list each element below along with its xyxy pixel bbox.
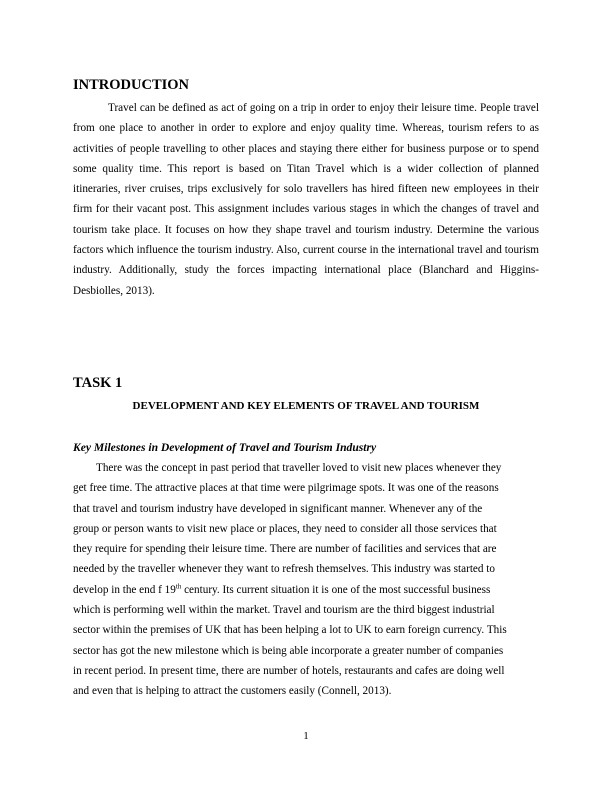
section-title: Key Milestones in Development of Travel and Tourism Industry (73, 441, 377, 454)
paragraph-line: that travel and tourism industry have developed in significant manner. Whenever any of the (73, 502, 483, 515)
paragraph-line: sector has got the new milestone which is being able incorporate a greater number of companies (73, 644, 504, 657)
century-text-after: century. Its current situation it is one of the most successful business (181, 583, 491, 596)
paragraph-line: group or person wants to visit new place or places, they need to consider all those services that (73, 522, 497, 535)
paragraph-line: needed by the traveller whenever they want to refresh themselves. This industry was started to (73, 563, 495, 576)
milestones-paragraph (73, 458, 539, 702)
paragraph-line: There was the concept in past period that traveller loved to visit new places whenever they (96, 462, 502, 474)
introduction-paragraph: Travel can be defined as act of going on a trip in order to enjoy their leisure time. People travel from one place to another in order to explore and enjoy quality time. Whereas, tourism refers to as activities of people travelling to other places and staying there either for business purpose or to spend some quality time. This report is based on Titan Travel which is a wider collection of planned itineraries, river cruises, trips exclusively for solo travellers has hired fifteen new employees in their firm for their vacant post. This assignment includes various stages in which the changes of travel and tourism take place. It focuses on how they shape travel and tourism industry. Determine the various factors which influence the tourism industry. Also, current course in the international travel and tourism industry. Additionally, study the forces impacting international place (Blanchard and Higgins-Desbiolles, 2013). (73, 102, 539, 297)
paragraph-line: get free time. The attractive places at that time were pilgrimage spots. It was one of the reasons (73, 482, 499, 495)
task1-heading: TASK 1 (73, 375, 123, 391)
paragraph-line: which is performing well within the market. Travel and tourism are the third biggest industrial (73, 604, 495, 617)
task1-subheading: DEVELOPMENT AND KEY ELEMENTS OF TRAVEL AND TOURISM (132, 400, 480, 412)
paragraph-line: and even that is helping to attract the customers easily (Connell, 2013). (73, 685, 392, 698)
paragraph-line-century (73, 580, 539, 600)
introduction-heading: INTRODUCTION (73, 77, 190, 93)
century-superscript: th (175, 582, 182, 591)
page-number: 1 (303, 730, 309, 742)
century-text-before: develop in the end f 19 (73, 583, 176, 596)
paragraph-line: sector within the premises of UK that has been helping a lot to UK to earn foreign currency. This (73, 624, 507, 637)
paragraph-line: in recent period. In present time, there are number of hotels, restaurants and cafes are doing well (73, 664, 505, 677)
paragraph-line: they require for spending their leisure time. There are number of facilities and services that are (73, 543, 497, 556)
